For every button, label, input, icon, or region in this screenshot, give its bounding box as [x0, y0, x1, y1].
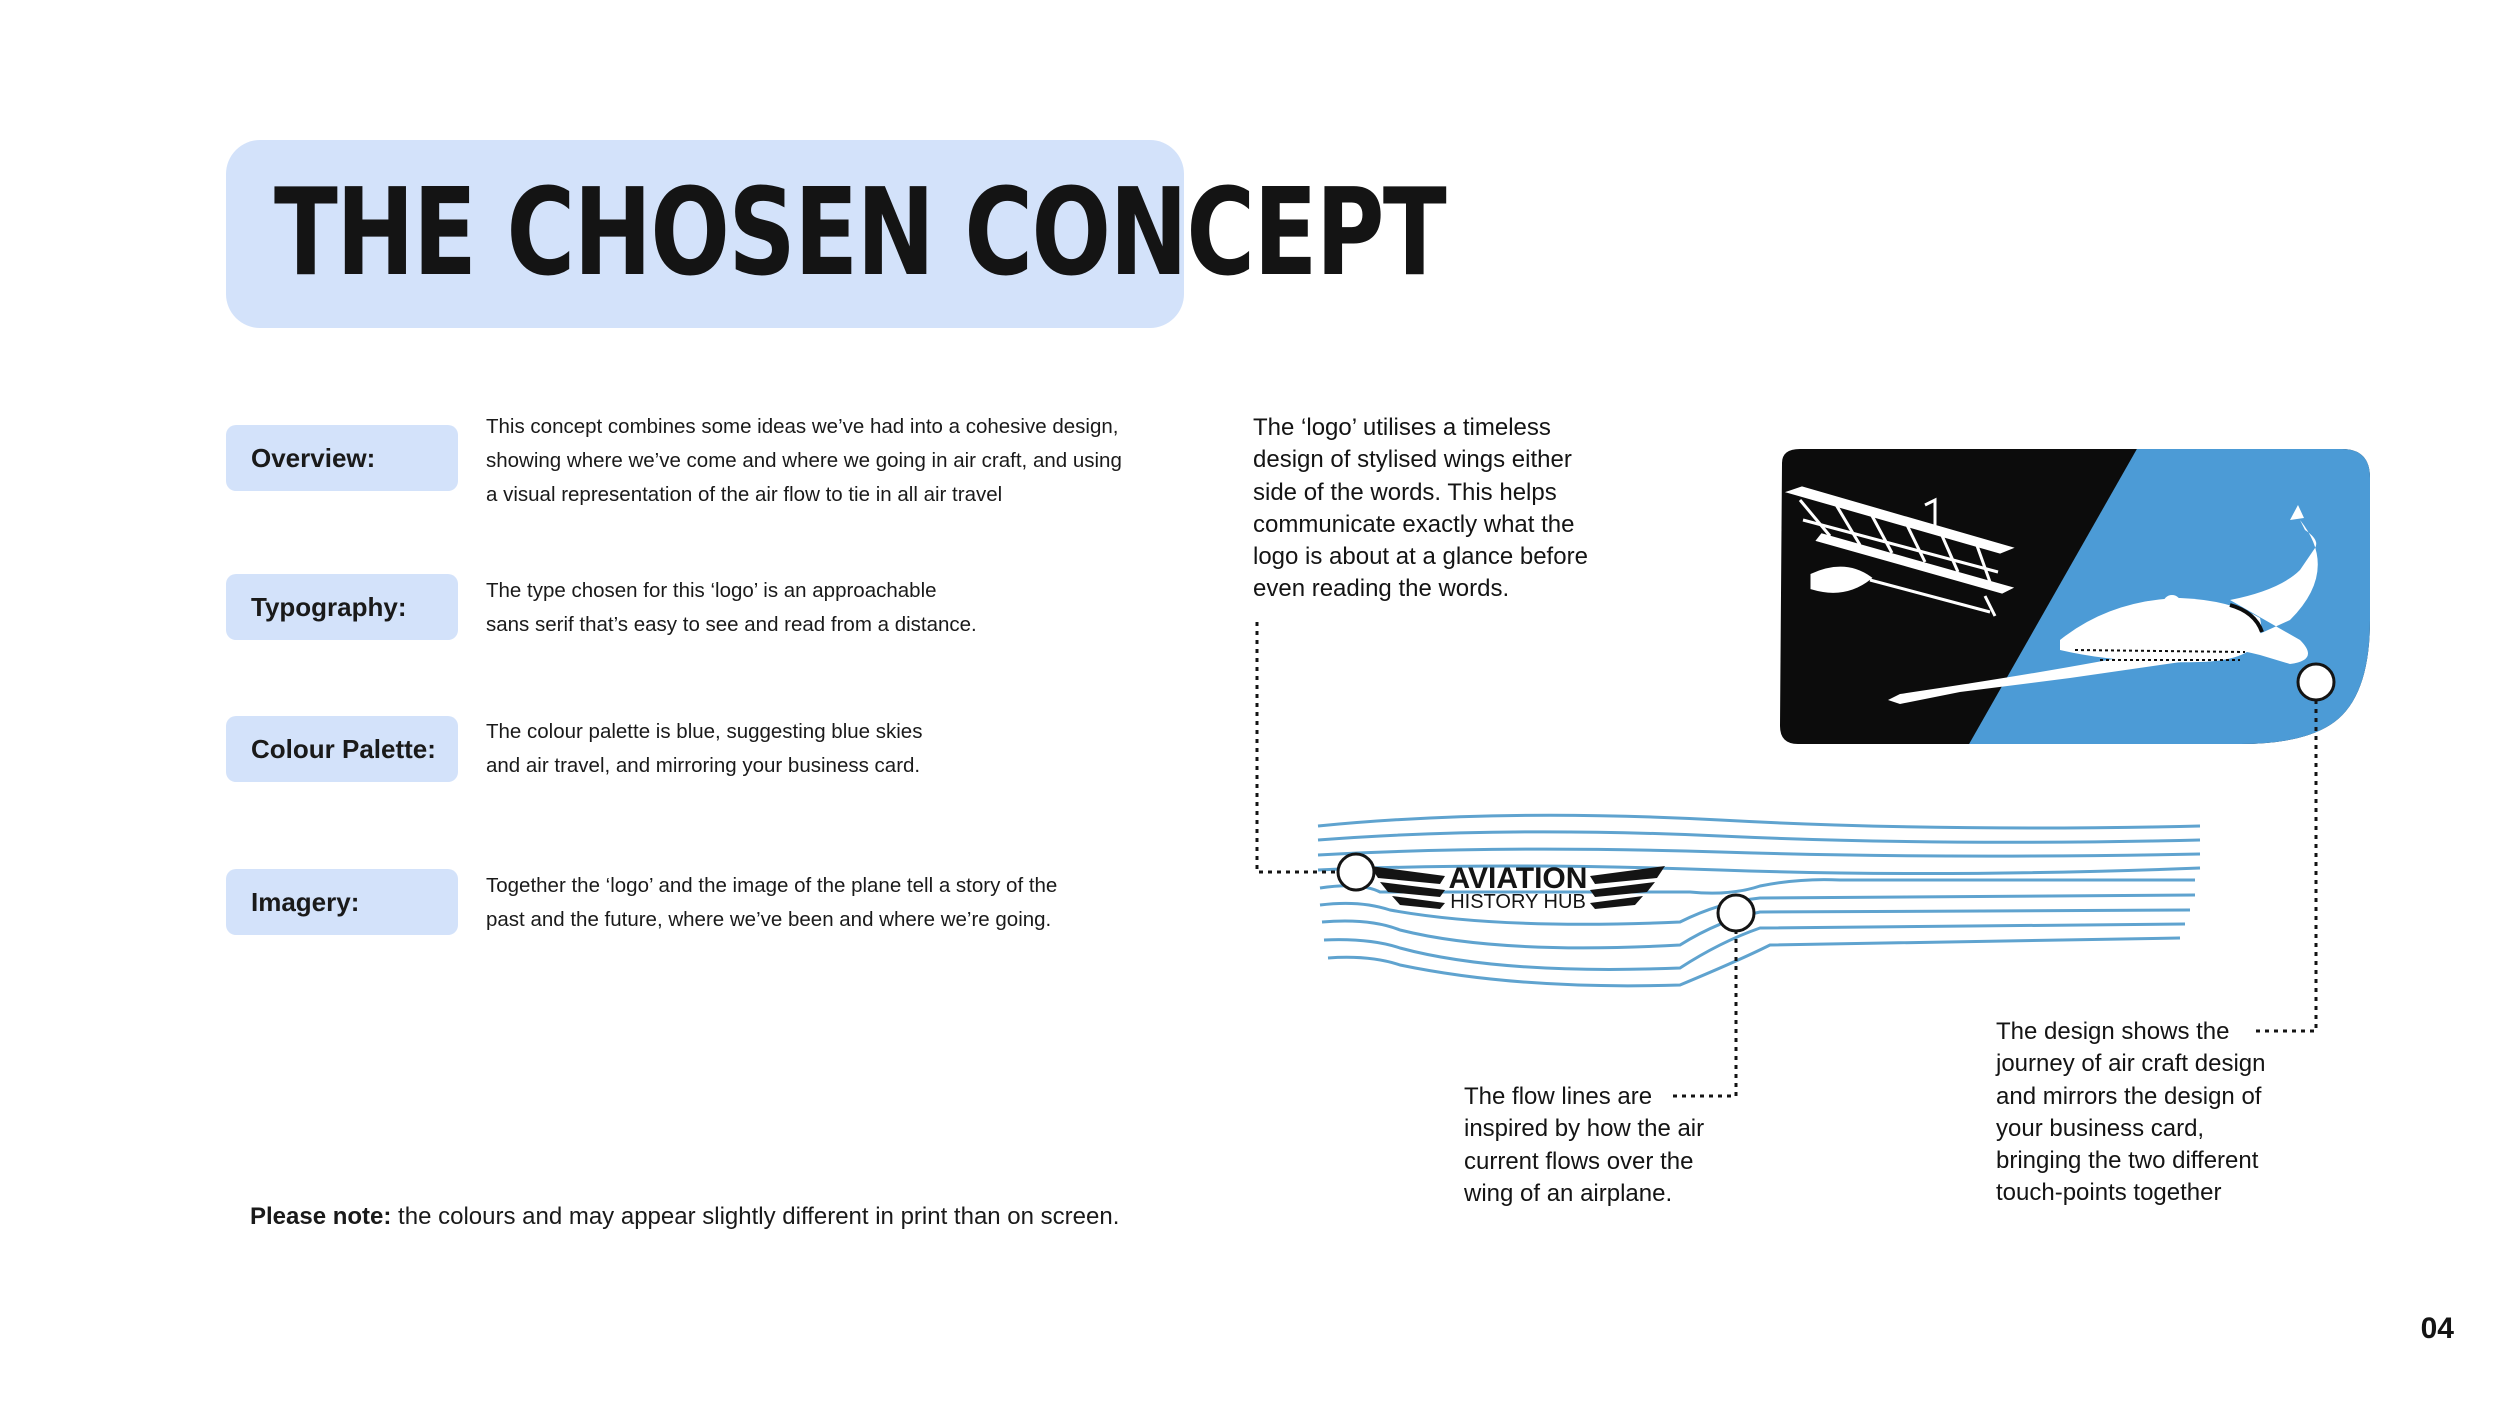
design-marker — [2298, 664, 2334, 700]
typography-line: The type chosen for this ‘logo’ is an approachable — [486, 579, 937, 602]
flow-callout-line: current flows over the — [1464, 1147, 1694, 1175]
label-colour-palette: Colour Palette: — [226, 716, 458, 782]
logo-callout-line: logo is about at a glance before — [1253, 543, 1588, 571]
overview-line: a visual representation of the air flow to tie in all air travel — [486, 483, 1003, 506]
flow-marker — [1718, 895, 1754, 931]
logo-callout-line: even reading the words. — [1253, 575, 1510, 603]
label-overview: Overview: — [226, 425, 458, 491]
design-callout-line: bringing the two different — [1996, 1147, 2259, 1175]
design-callout-line: touch-points together — [1996, 1179, 2222, 1207]
page-title: THE CHOSEN CONCEPT — [274, 164, 1446, 303]
logo-line-2: HISTORY HUB — [1450, 891, 1586, 913]
flow-callout-line: inspired by how the air — [1464, 1115, 1705, 1143]
flow-callout — [1464, 1081, 1704, 1210]
logo-marker — [1338, 854, 1374, 890]
imagery-line: Together the ‘logo’ and the image of the plane tell a story of the — [486, 874, 1058, 897]
flow-callout-line: wing of an airplane. — [1464, 1179, 1673, 1207]
typography-line: sans serif that’s easy to see and read from a distance. — [486, 613, 977, 636]
logo-line-1: AVIATION — [1448, 862, 1588, 895]
overview-line: showing where we’ve come and where we going in air craft, and using — [486, 449, 1122, 472]
overview-line: This concept combines some ideas we’ve had into a cohesive design, — [486, 415, 1119, 438]
design-callout-line: journey of air craft design — [1996, 1050, 2266, 1078]
flow-callout-line: The flow lines are — [1464, 1083, 1653, 1110]
colour-palette-line: The colour palette is blue, suggesting blue skies — [486, 720, 923, 743]
label-typography: Typography: — [226, 574, 458, 640]
design-callout-line: and mirrors the design of — [1996, 1082, 2262, 1110]
logo-callout-line: side of the words. This helps — [1253, 478, 1557, 506]
plane-card — [1770, 440, 2380, 760]
design-callout-line: your business card, — [1996, 1114, 2205, 1142]
logo-callout-line: communicate exactly what the — [1253, 510, 1575, 538]
colour-palette-line: and air travel, and mirroring your business card. — [486, 754, 921, 777]
design-callout-line: The design shows the — [1996, 1018, 2230, 1045]
page-number: 04 — [2420, 1312, 2454, 1345]
logo-callout-line: The ‘logo’ utilises a timeless — [1253, 414, 1551, 441]
logo-callout — [1253, 412, 1588, 606]
imagery-line: past and the future, where we’ve been and where we’re going. — [486, 908, 1052, 931]
logo-callout-line: design of stylised wings either — [1253, 446, 1572, 474]
note-text: the colours and may appear slightly different in print than on screen. — [391, 1203, 1120, 1230]
note-label: Please note: — [250, 1203, 392, 1230]
design-callout — [1996, 1016, 2265, 1210]
label-imagery: Imagery: — [226, 869, 458, 935]
